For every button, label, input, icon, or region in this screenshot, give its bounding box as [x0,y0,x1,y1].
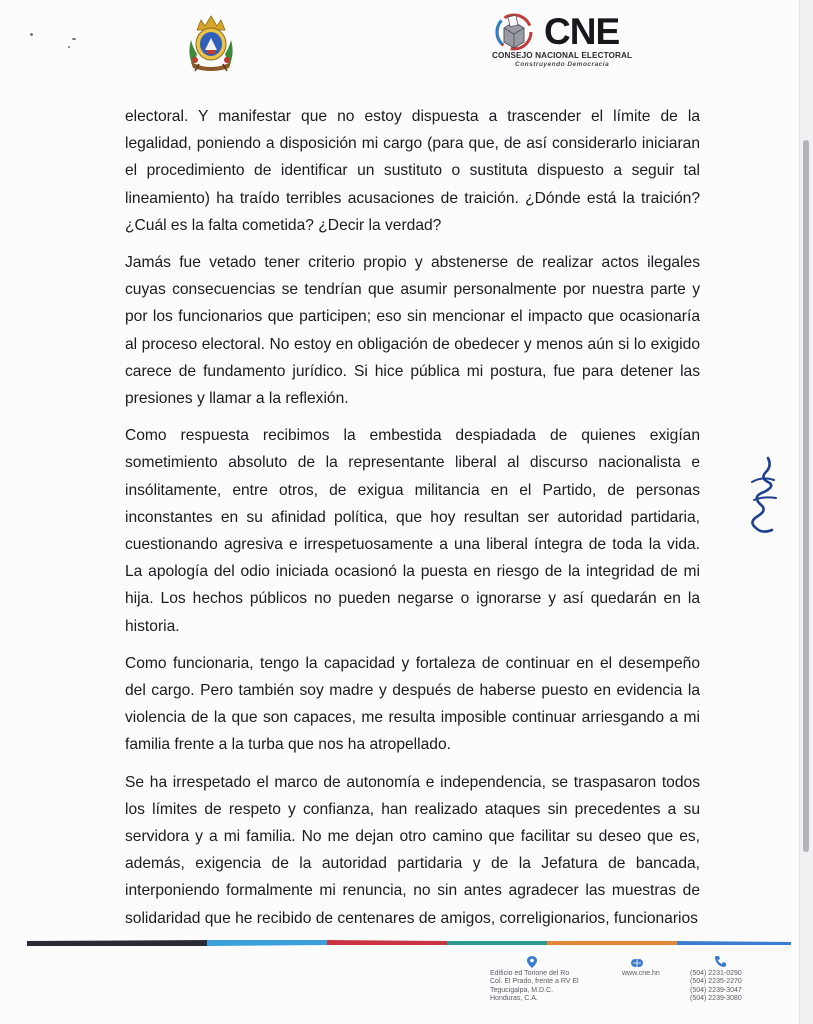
paragraph: Jamás fue vetado tener criterio propio y abstenerse de realizar actos ilegales cuyas consecuencias se tendrían que asumir personalmente por nuestra parte y por los funcionarios que participen; eso sin mencionar el impacto que ocasionaría al proceso electoral. No estoy en obligación de obedecer y menos aún si lo exigido carece de fundamento jurídico. Si hice pública mi postura, fue para detener las presiones y llamar a la reflexión. [125,254,700,408]
address-line: Edificio ed Torione del Ro [490,970,570,977]
phone-icon [714,955,726,968]
coat-of-arms-icon [183,14,239,72]
cne-full-name: CONSEJO NACIONAL ELECTORAL [492,51,633,60]
address-line: Tegucigalpa, M.D.C. [490,986,554,994]
ballot-box-icon [492,12,542,56]
address-line: Col. El Prado, frente a RV El [490,978,579,986]
letter-body [125,103,700,942]
cne-acronym: CNE [544,11,620,52]
footer-address [490,970,610,1004]
web-globe-icon [630,958,644,968]
scan-speck [30,33,33,36]
phone-number: (504) 2231-0290 [690,970,742,977]
cne-logo [492,12,652,72]
scrollbar-thumb[interactable] [803,140,809,852]
paragraph: Como respuesta recibimos la embestida despiadada de quienes exigían sometimiento absoluto de la representante liberal al discurso nacionalista e insólitamente, entre otros, de exigua militancia en el Partido, de personas inconstantes en su afinidad política, que hoy resultan ser autoridad partidaria, cuestionando agresiva e irrespetuosamente a una liberal íntegra de toda la vida. La apología del odio iniciada ocasionó la puesta en riesgo de la integridad de mi hija. Los hechos públicos no pueden negarse o ignorarse y así quedarán en la historia. [125,427,700,635]
scan-speck [72,38,76,40]
phone-number: (504) 2239-3080 [690,995,742,1003]
address-line: Honduras, C.A. [490,995,538,1003]
handwritten-initial-signature [738,452,788,538]
footer-phones [690,970,742,1004]
paragraph: Como funcionaria, tengo la capacidad y fortaleza de continuar en el desempeño del cargo. Pero también soy madre y después de haberse puesto en evidencia la violencia de la que son capaces, me resulta imposible continuar arriesgando a mi familia frente a la turba que nos ha atropellado. [125,654,700,754]
footer-website [622,970,660,978]
cne-motto: Construyendo Democracia [515,61,610,68]
paragraph: electoral. Y manifestar que no estoy dispuesta a trascender el límite de la legalidad, poniendo a disposición mi cargo (para que, de así considerarlo iniciaran el procedimiento de identificar un sustituto o sustituta dispuesto a seguir tal lineamiento) ha traído terribles acusaciones de traición. ¿Dónde está la traición? ¿Cuál es la falta cometida? ¿Decir la verdad? [125,108,700,234]
footer-color-stripe [27,938,791,948]
letterhead [0,0,800,80]
phone-number: (504) 2235-2270 [690,978,742,986]
paragraph: Se ha irrespetado el marco de autonomía e independencia, se traspasaron todos los límites de respeto y confianza, han realizado ataques sin precedentes a su servidora y a mi familia. No me dejan otro camino que facilitar su deseo que es, además, exigencia de la autoridad partidaria y de la Jefatura de bancada, interponiendo formalmente mi renuncia, no sin antes agradecer las muestras de solidaridad que he recibido de centenares de amigos, correligionarios, funcionarios [125,773,700,927]
scan-speck [68,46,70,48]
location-pin-icon [526,955,538,969]
phone-number: (504) 2239-3047 [690,986,742,994]
website-link: www.cne.hn [622,970,660,977]
scrollbar-track[interactable] [799,0,813,1024]
